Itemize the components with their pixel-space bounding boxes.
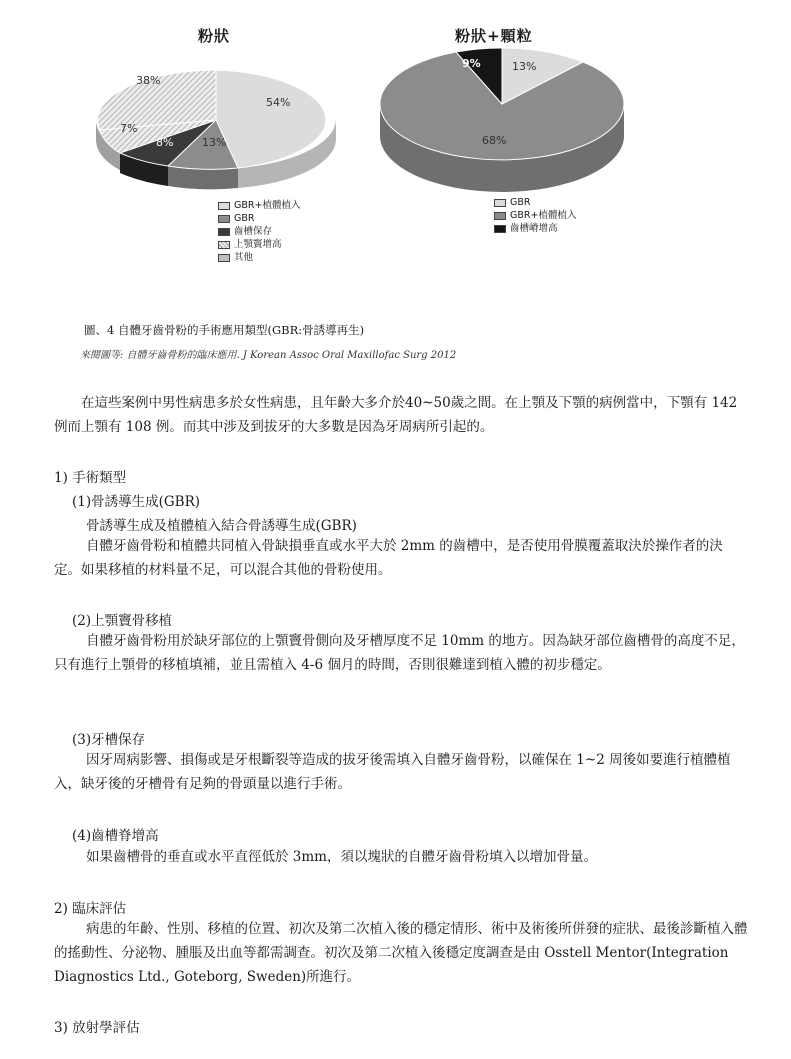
right-pie-chart: [372, 44, 632, 200]
left-label-38: 38%: [136, 74, 161, 87]
section-1b-heading: (2)上顎竇骨移植: [72, 613, 173, 629]
left-chart-title: 粉狀: [198, 27, 231, 45]
right-label-68: 68%: [482, 134, 507, 147]
section-1d-heading: (4)齒槽脊增高: [72, 828, 159, 844]
legend-item: 齒槽保存: [218, 225, 300, 238]
section-1c-heading: (3)牙槽保存: [72, 732, 146, 748]
left-legend: [218, 199, 300, 264]
section-1d-paragraph: 如果齒槽骨的垂直或水平直徑低於 3mm，須以塊狀的自體牙齒骨粉填入以增加骨量。: [86, 849, 597, 865]
legend-item: 齒槽嵴增高: [494, 222, 576, 235]
legend-item: GBR+植體植入: [218, 199, 300, 212]
section-1a-paragraph: 自體牙齒骨粉和植體共同植入骨缺損垂直或水平大於 2mm 的齒槽中，是否使用骨膜覆蓋取決於操作者的決定。如果移植的材料量不足，可以混合其他的骨粉使用。: [54, 538, 723, 578]
legend-item: 其他: [218, 251, 300, 264]
figure-source: 來閱圖等: 自體牙齒骨粉的臨床應用. J Korean Assoc Oral Maxillofac Surg 2012: [80, 350, 457, 361]
left-label-54: 54%: [266, 96, 291, 109]
left-label-13: 13%: [202, 136, 227, 149]
section-2-paragraph: 病患的年齡、性別、移植的位置、初次及第二次植入後的穩定情形、術中及術後所併發的症狀、最後診斷植入體的搖動性、分泌物、腫脹及出血等都需調查。初次及第二次植入後穩定度調查是由 Osstell Mentor(Integration Diagnostics Ltd., Goteborg, Sweden)所進行。: [54, 921, 748, 985]
intro-paragraph: 在這些案例中男性病患多於女性病患，且年齡大多介於40~50歲之間。在上顎及下顎的病例當中，下顎有 142 例而上顎有 108 例。而其中涉及到拔牙的大多數是因為牙周病所引起的。: [54, 395, 738, 435]
right-label-9: 9%: [462, 57, 481, 70]
left-label-7: 7%: [120, 122, 138, 135]
section-2-heading: 2) 臨床評估: [54, 901, 127, 917]
section-1-heading: 1) 手術類型: [54, 470, 127, 486]
section-1a-subheading: 骨誘導生成及植體植入結合骨誘導生成(GBR): [86, 518, 357, 534]
left-pie-chart: [88, 48, 348, 198]
right-label-13: 13%: [512, 60, 537, 73]
legend-item: GBR: [218, 212, 300, 225]
section-1a-heading: (1)骨誘導生成(GBR): [72, 494, 201, 510]
legend-item: GBR: [494, 196, 576, 209]
right-chart-title: 粉狀+顆粒: [455, 27, 533, 45]
legend-item: GBR+植體植入: [494, 209, 576, 222]
figure-caption: 圖、4 自體牙齒骨粉的手術應用類型(GBR:骨誘導再生): [84, 323, 365, 337]
legend-item: 上顎竇增高: [218, 238, 300, 251]
section-1c-paragraph: 因牙周病影響、損傷或是牙根斷裂等造成的拔牙後需填入自體牙齒骨粉，以確保在 1~2 周後如要進行植體植入，缺牙後的牙槽骨有足夠的骨頭量以進行手術。: [54, 752, 731, 792]
right-legend: [494, 196, 576, 235]
section-3-heading: 3) 放射學評估: [54, 1020, 140, 1036]
section-1b-paragraph: 自體牙齒骨粉用於缺牙部位的上顎竇骨側向及牙槽厚度不足 10mm 的地方。因為缺牙部位齒槽骨的高度不足，只有進行上顎骨的移植填補，並且需植入 4-6 個月的時間，否則很難達到植入體的初步穩定。: [54, 633, 745, 673]
left-label-8: 8%: [156, 136, 174, 149]
